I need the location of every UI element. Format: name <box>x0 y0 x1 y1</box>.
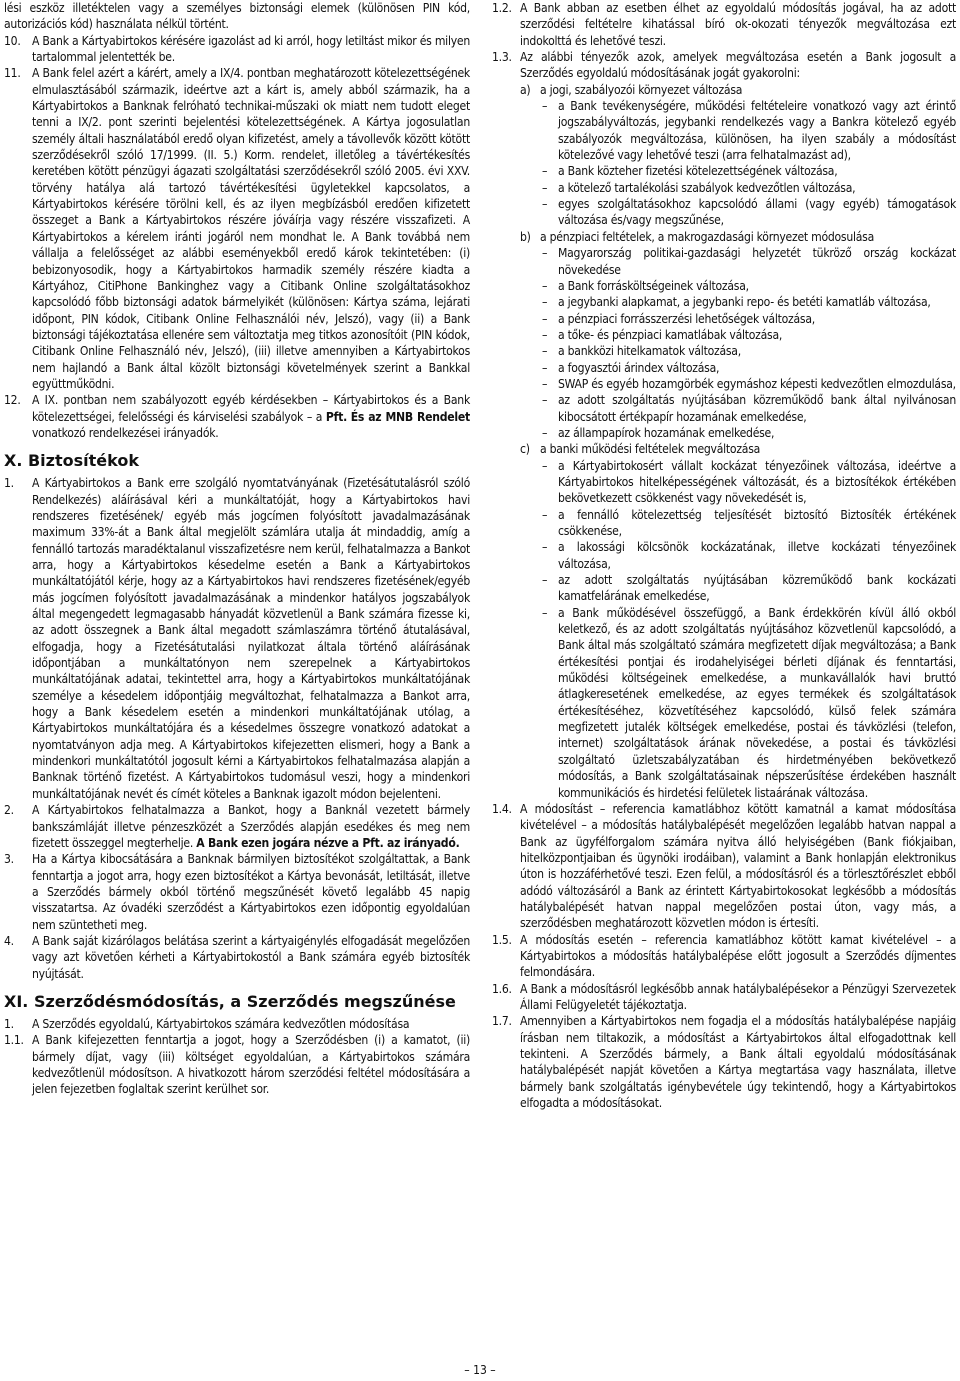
letter-label: b) <box>520 229 531 244</box>
dash-item <box>492 360 956 376</box>
list-item-1-5 <box>492 932 956 981</box>
item-number: 1. <box>4 476 14 491</box>
list-item-xi1-1 <box>4 1032 470 1097</box>
dash-marker: – <box>542 246 548 261</box>
dash-text: az adott szolgáltatás nyújtásában közreműködő bank által nyilvánosan kibocsátott értékpapír hozamának emelkedése, <box>558 393 956 424</box>
dash-marker: – <box>542 327 548 342</box>
dash-text: a fennálló kötelezettség teljesítését biztosító Biztosíték értékének csökkenése, <box>558 507 956 538</box>
item-number: 3. <box>4 852 14 867</box>
item-text: A Bank kifejezetten fenntartja a jogot, hogy a Szerződésben (i) a kamatot, (ii) bármely díjat, vagy (iii) költséget egyoldalúan, a Kártyabirtokos számára kedvezőtlenül módosítson. A hivatkozott három szerződési feltétel módosítására a jelen fejezetben foglaltak szerint kerülhet sor. <box>32 1033 470 1097</box>
dash-item <box>492 539 956 572</box>
dash-item <box>492 507 956 540</box>
dash-text: a kötelező tartalékolási szabályok kedvezőtlen változása, <box>558 180 856 195</box>
dash-marker: – <box>542 507 548 522</box>
item-text: A Bank a módosításról legkésőbb annak hatálybalépésekor a Pénzügyi Szervezetek Állami Felügyeletét tájékoztatja. <box>520 981 956 1012</box>
item-text-part: vonatkozó rendelkezései irányadók. <box>32 425 219 440</box>
right-column <box>492 0 956 1111</box>
dash-item <box>492 376 956 392</box>
dash-list-c <box>492 458 956 801</box>
letter-title: a pénzpiaci feltételek, a makrogazdasági környezet módosulása <box>540 229 875 244</box>
dash-list-b <box>492 245 956 441</box>
item-number: 11. <box>4 66 21 81</box>
dash-item <box>492 605 956 801</box>
letter-title: a banki működési feltételek megváltozása <box>540 442 761 457</box>
list-item-11 <box>4 65 470 392</box>
item-text-bold: Pft. <box>325 409 347 424</box>
dash-text: a Kártyabirtokosért vállalt kockázat tényezőinek változása, ideértve a Kártyabirtokos hitelképességének változását, és a biztosítékok értékében bekövetkezett csökkenést vagy növekedését is, <box>558 458 956 506</box>
item-number: 1.6. <box>492 981 512 996</box>
dash-marker: – <box>542 393 548 408</box>
item-number: 1. <box>4 1016 14 1031</box>
dash-item <box>492 458 956 507</box>
list-item-x3 <box>4 851 470 933</box>
dash-text: a lakossági kölcsönök kockázatának, illetve kockázati tényezőinek változása, <box>558 540 956 571</box>
dash-list-a <box>492 98 956 229</box>
dash-marker: – <box>542 458 548 473</box>
item-number: 1.7. <box>492 1014 512 1029</box>
left-column <box>4 0 470 1098</box>
dash-marker: – <box>542 180 548 195</box>
dash-marker: – <box>542 278 548 293</box>
dash-item <box>492 327 956 343</box>
item-number: 12. <box>4 393 21 408</box>
item-text: Az alábbi tényezők azok, amelyek megváltozása esetén a Bank jogosult a Szerződés egyoldalú módosításának jogát gyakorolni: <box>520 50 956 81</box>
item-text: A módosítás esetén – referencia kamatlábhoz kötött kamat kivételével – a Kártyabirtokos a módosítás hatálybalépése előtt jogosult a Szerződés díjmentes felmondására. <box>520 932 956 980</box>
dash-text: az állampapírok hozamának emelkedése, <box>558 425 775 440</box>
dash-marker: – <box>542 344 548 359</box>
dash-item <box>492 180 956 196</box>
dash-item <box>492 572 956 605</box>
dash-text: Magyarország politikai-gazdasági helyzetét tükröző ország kockázat növekedése <box>558 246 956 277</box>
item-number: 1.3. <box>492 50 512 65</box>
dash-item <box>492 278 956 294</box>
item-text: A módosítást – referencia kamatlábhoz kötött kamatnál a kamat módosítása kivételével – a módosítás hatálybalépését megelőzően legalább hatvan nappal a Bank az ügyfélforgalom számára nyitva álló helyiségében (Bank fiókjaiban, hitelközpontjaiban és ügynöki irodáiban), valamint a Bank honlapján elektronikus úton is hozzáférhetővé teszi. Ezen felül, a módosításról és a törlesztőrészlet ebből adódó változásáról a Bank az érintett Kártyabirtokosokat legkésőbb a módosítás hatálybalépését hatvan nappal megelőzően postai úton, vagy más, a szerződésben meghatározott közvetlen módon is értesíti. <box>520 801 956 931</box>
dash-text: egyes szolgáltatásokhoz kapcsolódó állami (vagy egyéb) támogatások változása és/vagy megszűnése, <box>558 197 956 228</box>
dash-item <box>492 425 956 441</box>
dash-text: a Bank közteher fizetési kötelezettségének változása, <box>558 164 838 179</box>
item-number: 1.1. <box>4 1033 24 1048</box>
item-text: A Kártyabirtokos a Bank erre szolgáló nyomtatványának (Fizetésátutalásról szóló Rendelkezés) aláírásával kéri a munkáltatóját, hogy a Kártyabirtokos havi rendszeres fizetésének/ egyéb más jogcímen folyósított javadalmazásának maximum 33%-át a Bank által megjelölt számlára utalja át mindaddig, amíg a fennálló tartozás maradéktalanul visszafizetésre nem kerül, felhatalmazza a Bankot arra, hogy a Kártyabirtokos késedelme esetén a Bank a Kártyabirtokos munkáltatójától kérje, hogy az a Kártyabirtokos havi rendszeres fizetésének/egyéb más jogcímen folyósított javadalmazásának a mindenkor hatályos jogszabályok által megengedett legmagasabb hányadát közvetlenül a Bank számára fizesse ki, az adott összegnek a Bank által megadott számlaszámra történő átutalásával, elfogadja, hogy a Fizetésátutalási nyilatkozat általa történő aláírásának időpontjában a munkáltatónyon nem szerepelnek a Kártyabirtokos munkáltatójának adatai, tekintettel arra, hogy a Kártyabirtokos munkáltatójának személye a késedelem időpontjáig megváltozhat, felhatalmazza a Bankot arra, hogy a Bank késedelem esetén a mindenkori munkáltatójának utólag, a Kártyabirtokos munkáltatójára és a késedelmes összegre vonatkozó adatokat a nyomtatványon adja meg. A Kártyabirtokos kifejezetten elismeri, hogy a Bank a mindenkori munkáltatótól jogosult kérni a Kártyabirtokos felhatalmazása alapján a Banknak történő fizetést. A Kártyabirtokos tudomásul veszi, hogy a mindenkori munkáltatójának nevét és címét köteles a Banknak igazolt módon bejelenteni. <box>32 476 470 801</box>
list-item-10 <box>4 33 470 66</box>
dash-marker: – <box>542 376 548 391</box>
intro-paragraph: lési eszköz illetéktelen vagy a személyes biztonsági elemek (különösen PIN kód, autorizációs kód) használata nélkül történt. <box>4 1 470 32</box>
list-item-1-3 <box>492 49 956 82</box>
dash-marker: – <box>542 164 548 179</box>
list-item-1-4 <box>492 801 956 932</box>
item-text: A Szerződés egyoldalú, Kártyabirtokos számára kedvezőtlen módosítása <box>32 1016 410 1031</box>
dash-marker: – <box>542 540 548 555</box>
item-number: 2. <box>4 803 14 818</box>
item-number: 10. <box>4 33 21 48</box>
dash-text: a Bank forrásköltségeinek változása, <box>558 278 749 293</box>
item-text-part: A Kártyabirtokos felhatalmazza a Bankot, hogy a Banknál vezetett bármely bankszámláját illetve pénzeszközét a Szerződés alapján esedékes és meg nem fizetett összeggel megterhelje. <box>32 803 470 850</box>
dash-marker: – <box>542 425 548 440</box>
dash-marker: – <box>542 605 548 620</box>
dash-text: a Bank tevékenységére, működési feltételeire vonatkozó vagy azt érintő jogszabályváltozás, jegybanki rendelkezés vagy a Bankra kötelező egyéb szabályozók megváltozása, különösen, ha ilyen szabály a módosítást kötelezővé vagy lehetővé teszi (arra felhatalmazást ad), <box>558 99 956 163</box>
list-item-1-2 <box>492 0 956 49</box>
dash-text: a tőke- és pénzpiaci kamatlábak változása, <box>558 327 783 342</box>
item-text: A Bank saját kizárólagos belátása szerint a kártyaigénylés elfogadását megelőzően vagy azt követően kérheti a Kártyabirtokostól a Bank számára egyéb biztosíték nyújtását. <box>32 933 470 981</box>
letter-item-c <box>492 441 956 457</box>
list-item-x4 <box>4 933 470 982</box>
item-text: A Bank abban az esetben élhet az egyoldalú módosítás jogával, ha az adott szerződési feltételre kihatással bíró ok-okozati tényezők megváltozása ezt indokolttá és lehetővé teszi. <box>520 1 956 48</box>
dash-text: a jegybanki alapkamat, a jegybanki repo- és betéti kamatláb változása, <box>558 295 931 310</box>
item-text: Amennyiben a Kártyabirtokos nem fogadja el a módosítás hatálybalépése napjáig írásban nem tiltakozik, a módosítást a Kártyabirtokos által elfogadottnak kell tekinteni. A Szerződés bármely, a Bank általi egyoldalú módosításának hatálybalépését napját követően a Kártya megtartása vagy használata, illetve bármely bank szolgáltatás igénybevétele úgy tekintendő, hogy a Kártyabirtokos elfogadta a módosításokat. <box>520 1014 956 1111</box>
item-number: 1.2. <box>492 1 512 15</box>
item-number: 1.5. <box>492 932 512 947</box>
letter-title: a jogi, szabályozói környezet változása <box>540 82 743 97</box>
dash-marker: – <box>542 573 548 588</box>
dash-item <box>492 196 956 229</box>
dash-text: a bankközi hitelkamatok változása, <box>558 344 741 359</box>
list-item-x2 <box>4 802 470 851</box>
item-text <box>32 392 470 441</box>
item-text <box>32 802 470 851</box>
list-item-xi1 <box>4 1016 470 1032</box>
dash-item <box>492 343 956 359</box>
dash-item <box>492 311 956 327</box>
list-item-1-7 <box>492 1013 956 1111</box>
list-item-1-6 <box>492 981 956 1014</box>
item-number: 1.4. <box>492 801 512 816</box>
section-heading-x: X. Biztosítékok <box>4 451 139 471</box>
dash-item <box>492 163 956 179</box>
dash-item <box>492 98 956 163</box>
item-number: 4. <box>4 933 14 948</box>
letter-item-b <box>492 229 956 245</box>
dash-text: a Bank működésével összefüggő, a Bank érdekkörén kívül álló okból keletkező, és az adott szolgáltatás nyújtásához közvetlenül kapcsolódó, a Bank által más szolgáltató számára megfizetett díjak megváltozása; a Bank értékesítési pontjai és irodahelyiségei bérleti díjának és fenntartási, működési költségeinek emelkedése, a munkavállalók havi bruttó átlagkeresetének emelkedése, az egyes termékek és szolgáltatások értékesítéséhez, közvetítéséhez kapcsolódó, külső felek számára megfizetett jutalék költségek emelkedése, postai és távközlési (telefon, internet) szolgáltatások árának növekedése, a postai és távközlési szolgáltató üzletszabályzatában és hirdetményében bekövetkező módosítás, a Bank szolgáltatásainak népszerűsítése érdekében használt kommunikációs és hirdetési felületek listaárának változása. <box>558 605 956 800</box>
dash-marker: – <box>542 295 548 310</box>
section-heading-xi: XI. Szerződésmódosítás, a Szerződés megszűnése <box>4 991 456 1011</box>
list-item-12 <box>4 392 470 441</box>
dash-marker: – <box>542 99 548 114</box>
dash-text: SWAP és egyéb hozamgörbék egymáshoz képesti kedvezőtlen elmozdulása, <box>558 376 956 391</box>
dash-text: a pénzpiaci forrásszerzési lehetőségek változása, <box>558 311 815 326</box>
letter-item-a <box>492 82 956 98</box>
dash-text: a fogyasztói árindex változása, <box>558 360 720 375</box>
item-text-bold: És az MNB Rendelet <box>350 409 470 424</box>
dash-marker: – <box>542 311 548 326</box>
item-text-bold: A Bank ezen jogára nézve a Pft. az irányadó. <box>196 835 460 850</box>
dash-item <box>492 245 956 278</box>
dash-item <box>492 294 956 310</box>
item-text-part: A IX. pontban nem szabályozott egyéb kérdésekben – Kártyabirtokos és a Bank kötelezettségei, felelősségi és kárviselési szabályok – a <box>32 393 470 424</box>
dash-text: az adott szolgáltatás nyújtásában közreműködő bank kockázati kamatfelárának emelkedése, <box>558 573 956 604</box>
dash-item <box>492 392 956 425</box>
letter-label: a) <box>520 82 531 97</box>
item-text: Ha a Kártya kibocsátására a Banknak bármilyen biztosítékot szolgáltattak, a Bank fenntartja a jogot arra, hogy ezen biztosítékot a Kártya bevonását, letiltását, illetve a Szerződés bármely okból történő megszűnését követő legalább 45 napig visszatartsa. Az óvadéki szerződést a Kártyabirtokos ezen időpontig egyoldalúan nem szüntetheti meg. <box>32 852 470 932</box>
dash-marker: – <box>542 197 548 212</box>
dash-marker: – <box>542 360 548 375</box>
item-text: A Bank felel azért a kárért, amely a IX/4. pontban meghatározott kötelezettségének elmulasztásából származik, ideértve azt a kárt is, amely abból származik, ha a Kártyabirtokos a Banknak felróható technikai-műszaki ok miatt nem tudott eleget tenni a IX/2. pont szerinti bejelentési kötelezettségének. A Kártya jogosulatlan személy általi használatából eredő olyan kifizetést, amely a távollevők között kötött szerződésekről szóló 17/1999. (II. 5.) Korm. rendelet, illetőleg a távértékesítés keretében kötött pénzügyi ágazati szolgáltatási szerződésekről szóló 2005. évi XXV. törvény hatálya alá tartozó távértékesítési ügyletekkel kapcsolatos, a Kártyabirtokos kérésére törölni kell, és az ilyen megbízásból eredően kifizetett összeget a Bank a Kártyabirtokos részére jóváírja vagy részére visszafizeti. A Kártyabirtokos a kérelem iránti jogáról nem mondhat le. A Bank továbbá nem vállalja a felelősséget az alábbi eseményekből eredő károk tekintetében: (i) bebizonyosodik, hogy a Kártyabirtokos harmadik személy részére kiadta a Kártyához, CitiPhone Bankinghez vagy a Citibank Online szolgáltatásokhoz kapcsolódó főbb biztonsági adatok bármelyikét (különösen: Kártya száma, lejárati időpont, PIN kódok, Citibank Online Felhasználói név, Jelszó), vagy (ii) a Bank biztonsági tájékoztatása ellenére sem változtatja meg titkos azonosítóit (PIN kódok, Citibank Online Felhasználó név, Jelszó), (iii) illetve amennyiben a Kártyabirtokos nem hajlandó a Bank által közölt biztonsági követelmények szerint a Bankkal együttműködni. <box>32 66 470 391</box>
letter-label: c) <box>520 442 530 457</box>
page-number: – 13 – <box>464 1363 496 1377</box>
item-text: A Bank a Kártyabirtokos kérésére igazolást ad ki arról, hogy letiltást mikor és milyen tartalommal jelentették be. <box>32 33 470 65</box>
list-item-x1 <box>4 475 470 802</box>
